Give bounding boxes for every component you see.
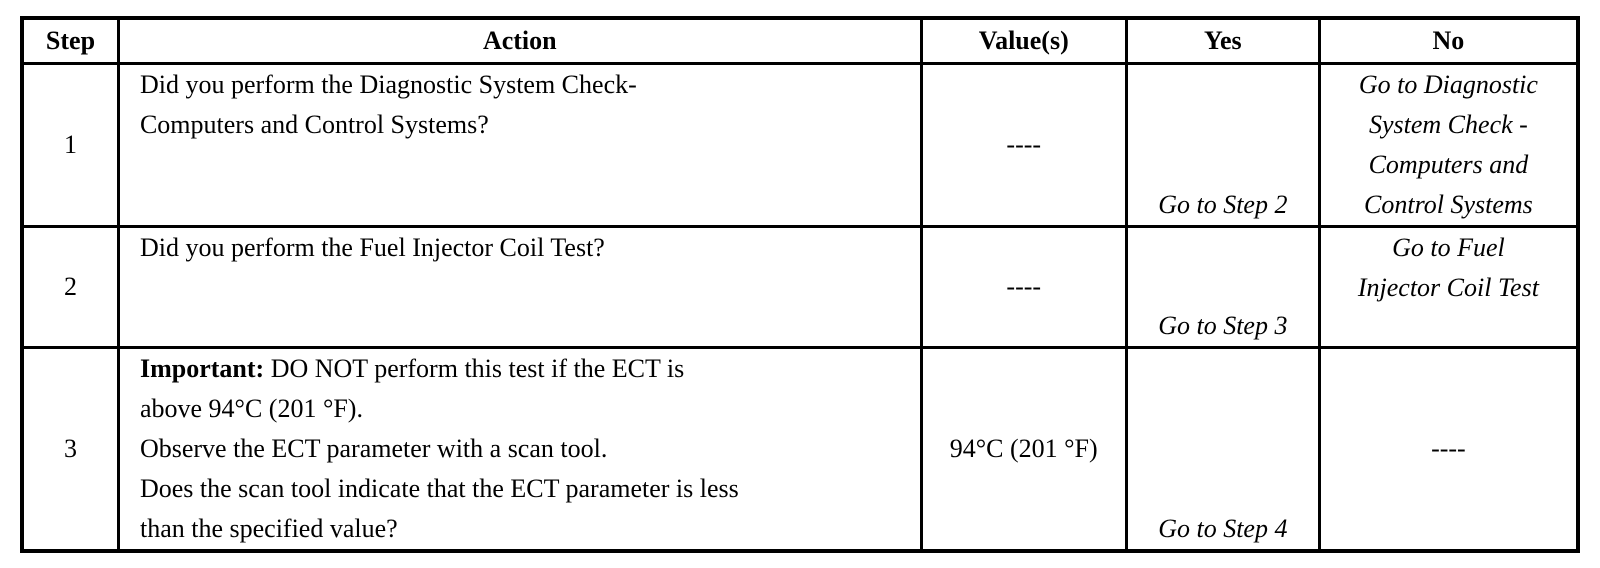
step-number: 2 xyxy=(22,227,118,348)
table-row xyxy=(22,227,1578,348)
diagnostic-table-container xyxy=(20,16,1580,548)
header-yes: Yes xyxy=(1126,18,1319,64)
yes-cell: Go to Step 2 xyxy=(1126,64,1319,227)
important-label: Important: xyxy=(139,354,265,383)
no-cell xyxy=(1319,227,1578,348)
table-row xyxy=(22,64,1578,227)
header-action: Action xyxy=(118,18,921,64)
action-line: Observe the ECT parameter with a scan tool. xyxy=(139,434,608,463)
action-cell xyxy=(118,227,921,348)
value-cell: ---- xyxy=(921,227,1126,348)
no-line: Go to Diagnostic xyxy=(1358,70,1538,99)
table-row xyxy=(22,348,1578,552)
value-cell: 94°C (201 °F) xyxy=(921,348,1126,552)
action-line: Did you perform the Diagnostic System Check- xyxy=(139,70,637,99)
header-values: Value(s) xyxy=(921,18,1126,64)
no-cell: ---- xyxy=(1319,348,1578,552)
header-row xyxy=(22,18,1578,64)
no-cell xyxy=(1319,64,1578,227)
header-no: No xyxy=(1319,18,1578,64)
diagnostic-table xyxy=(20,16,1580,553)
step-number: 3 xyxy=(22,348,118,552)
no-line: Control Systems xyxy=(1364,190,1533,219)
action-line: Computers and Control Systems? xyxy=(139,110,489,139)
header-step: Step xyxy=(22,18,118,64)
step-number: 1 xyxy=(22,64,118,227)
no-line: System Check - xyxy=(1368,110,1528,139)
important-text: DO NOT perform this test if the ECT is xyxy=(264,354,685,383)
action-line: above 94°C (201 °F). xyxy=(139,394,363,423)
important-line xyxy=(140,349,920,389)
no-line: Go to Fuel xyxy=(1392,233,1505,262)
yes-cell: Go to Step 3 xyxy=(1126,227,1319,348)
yes-cell: Go to Step 4 xyxy=(1126,348,1319,552)
action-cell xyxy=(118,64,921,227)
action-line: Does the scan tool indicate that the ECT parameter is less xyxy=(139,474,739,503)
no-line: Computers and xyxy=(1368,150,1529,179)
value-cell: ---- xyxy=(921,64,1126,227)
action-cell xyxy=(118,348,921,552)
no-line: Injector Coil Test xyxy=(1357,273,1539,302)
action-line: than the specified value? xyxy=(139,514,398,543)
action-line: Did you perform the Fuel Injector Coil Test? xyxy=(139,233,605,262)
